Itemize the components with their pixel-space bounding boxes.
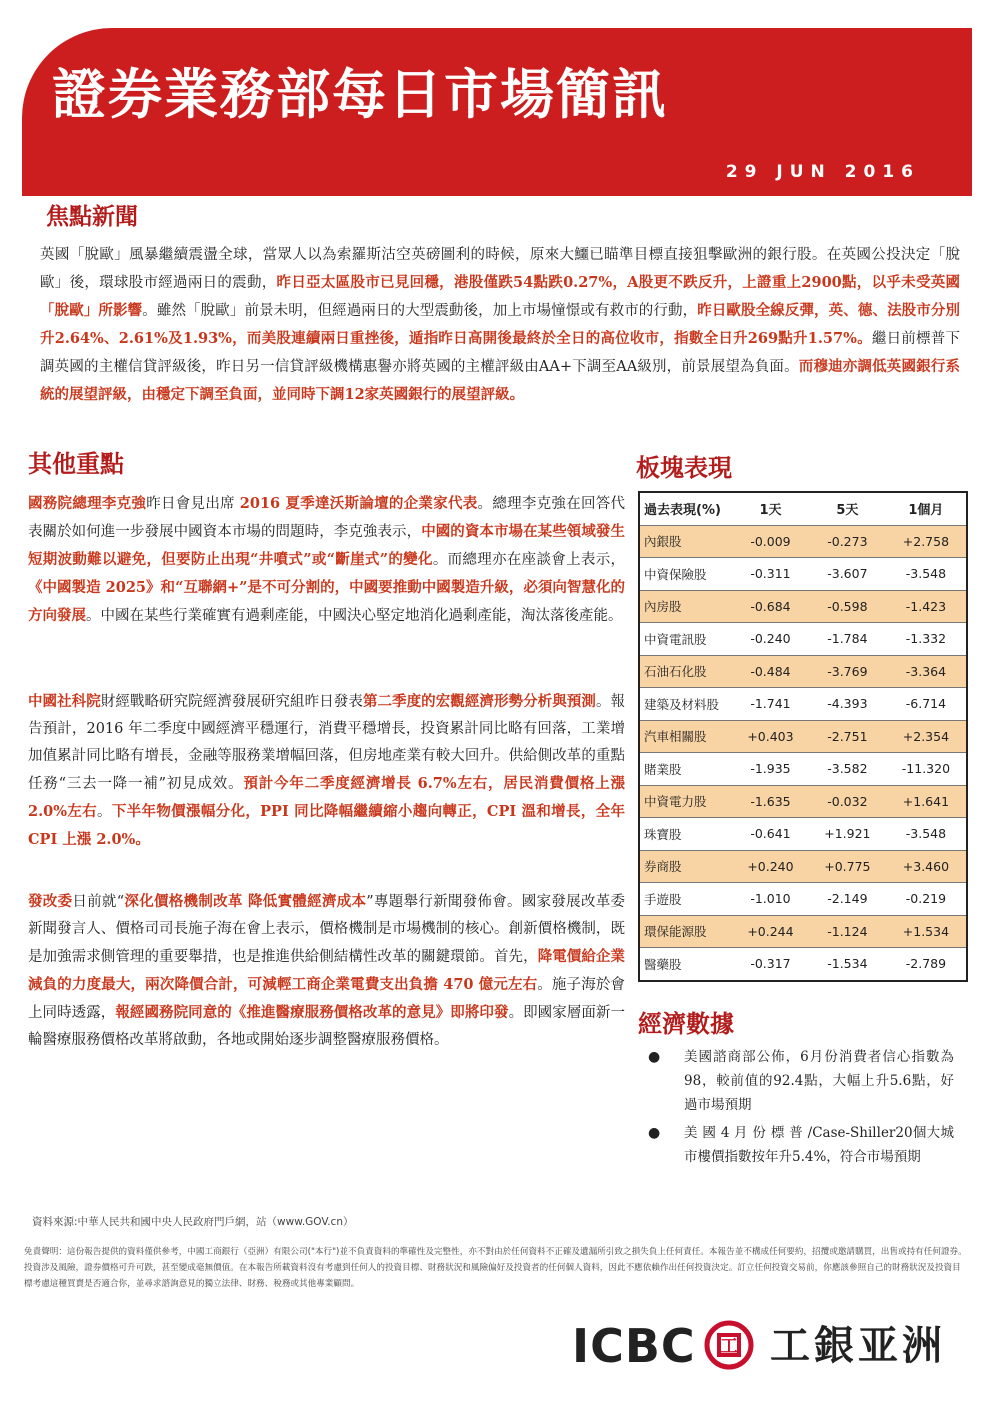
table-header-row (639, 492, 967, 525)
one-day-cell: -0.641 (732, 818, 809, 851)
one-day-cell: +0.244 (732, 915, 809, 948)
sector-name-cell: 汽車相關股 (639, 720, 732, 753)
one-day-cell: -1.010 (732, 883, 809, 916)
logo-chinese-text: 工銀亚洲 (770, 1323, 946, 1369)
text-segment: 。中國在某些行業確實有過剩產能，中國決心堅定地消化過剩產能，淘汰落後產能。 (86, 608, 623, 624)
one-month-cell: +1.641 (886, 785, 967, 818)
text-segment: 昨日會見出席 (146, 496, 240, 512)
table-row (639, 753, 967, 786)
highlighted-text: 2016 夏季達沃斯論壇的企業家代表 (239, 495, 478, 512)
one-month-cell: +3.460 (886, 850, 967, 883)
table-row (639, 785, 967, 818)
seal-glyph: 工 (720, 1336, 738, 1357)
highlight-paragraph-ndrc (28, 888, 625, 1054)
five-day-cell: +1.921 (809, 818, 886, 851)
five-day-cell: -4.393 (809, 688, 886, 721)
column-header: 1天 (732, 492, 809, 525)
bullet-icon: ● (648, 1125, 661, 1141)
table-row (639, 818, 967, 851)
one-day-cell: -0.317 (732, 948, 809, 981)
sector-name-cell: 中資電訊股 (639, 623, 732, 656)
highlighted-text: 預計今年二季度經濟增長 6.7%左右，居民消費價格上漲 2.0%左右 (28, 775, 625, 820)
sector-name-cell: 手遊股 (639, 883, 732, 916)
five-day-cell: -2.751 (809, 720, 886, 753)
one-day-cell: -1.741 (732, 688, 809, 721)
sector-performance-heading: 板塊表現 (636, 454, 732, 482)
sector-name-cell: 珠寶股 (639, 818, 732, 851)
five-day-cell: -3.769 (809, 655, 886, 688)
table-row (639, 590, 967, 623)
sector-name-cell: 內房股 (639, 590, 732, 623)
five-day-cell: -3.582 (809, 753, 886, 786)
icbc-seal-icon (704, 1320, 754, 1370)
sector-name-cell: 石油石化股 (639, 655, 732, 688)
economic-data-heading: 經濟數據 (638, 1010, 734, 1038)
five-day-cell: -1.124 (809, 915, 886, 948)
one-day-cell: -1.935 (732, 753, 809, 786)
one-month-cell: -11.320 (886, 753, 967, 786)
text-segment: 。而總理亦在座談會上表示， (432, 552, 626, 568)
table-row (639, 623, 967, 656)
highlighted-text: 發改委 (28, 893, 73, 910)
highlighted-text: 中國社科院 (28, 693, 101, 710)
five-day-cell: -1.534 (809, 948, 886, 981)
sector-name-cell: 建築及材料股 (639, 688, 732, 721)
highlighted-text: 深化價格機制改革 降低實體經濟成本 (124, 893, 367, 910)
table-row (639, 720, 967, 753)
highlighted-text: 而穆迪亦調低英國銀行系統的展望評級，由穩定下調至負面，並同時下調12家英國銀行的展望評級。 (40, 358, 961, 403)
table-row (639, 915, 967, 948)
five-day-cell: -0.598 (809, 590, 886, 623)
other-highlights-heading: 其他重點 (28, 450, 124, 478)
text-segment: ”專題舉行新聞發佈會。國家發展改革委新聞發言人、價格司司長施子海在會上表示，價格機制是市場機制的核心。創新價格機制，既是加強需求側管理的重要舉措，也是推進供給側結構性改革的關鍵環節。首先， (28, 894, 626, 965)
text-segment: 。報告預計，2016 年二季度中國經濟平穩運行，消費平穩增長，投資累計同比略有回落，工業增加值累計同比略有增長，金融等服務業增幅回落，但房地產業有較大回升。供給側改革的重點任務“三去一降一補”初見成效。 (28, 694, 625, 792)
table-row (639, 688, 967, 721)
disclaimer-text: 免責聲明：這份報告提供的資料僅供參考，中國工商銀行（亞洲）有限公司("本行")並不負責資料的準確性及完整性，亦不對由於任何資料不正確及遺漏所引致之損失負上任何責任。本報告並不構成任何要約，招攬或邀請購買，出售或持有任何證券。投資涉及風險，證券價格可升可跌，甚至變成毫無價值。在本報告所載資料沒有考慮到任何人的投資目標、財務狀況和風險偏好及投資者的任何個人資料，因此不應依賴作出任何投資決定。訂立任何投資交易前，你應該參照自己的財務狀況及投資目標考慮這種買賣是否適合你，並尋求諮詢意見的獨立法律、財務、稅務或其他專業顧問。 (24, 1247, 967, 1289)
one-day-cell: -0.240 (732, 623, 809, 656)
one-month-cell: +2.354 (886, 720, 967, 753)
highlighted-text: 昨日亞太區股市已見回穩，港股僅跌54點跌0.27%，A股更不跌反升，上證重上2900點，以乎未受英國「脫歐」所影響 (40, 274, 961, 319)
sector-name-cell: 醫藥股 (639, 948, 732, 981)
text-segment: 英國「脫歐」風暴繼續震盪全球，當眾人以為索羅斯沽空英磅圖利的時候，原來大鱷已瞄準目標直接狙擊歐洲的銀行股。在英國公投決定「脫歐」後，環球股市經過兩日的震動， (40, 247, 960, 291)
logo-latin-text: ICBC (572, 1319, 696, 1373)
one-month-cell: -0.219 (886, 883, 967, 916)
column-header: 5天 (809, 492, 886, 525)
one-day-cell: +0.403 (732, 720, 809, 753)
text-segment: 。雖然「脫歐」前景未明，但經過兩日的大型震動後，加上市場憧憬或有救市的行動， (142, 303, 698, 319)
text-segment: 財經戰略研究院經濟發展研究組昨日發表 (100, 694, 363, 710)
one-month-cell: -2.789 (886, 948, 967, 981)
highlighted-text: 降電價給企業減負的力度最大，兩次降價合計，可減輕工商企業電費支出負擔 470 億元左右 (28, 948, 625, 993)
text-segment: 。即國家層面新一輪醫療服務價格改革將啟動，各地或開始逐步調整醫療服務價格。 (28, 1005, 625, 1048)
five-day-cell: +0.775 (809, 850, 886, 883)
highlighted-text: 下半年物價漲幅分化，PPI 同比降幅繼續縮小趨向轉正，CPI 溫和增長，全年 CPI 上漲 2.0%。 (28, 803, 625, 848)
one-month-cell: +2.758 (886, 525, 967, 558)
table-row (639, 525, 967, 558)
table-row (639, 883, 967, 916)
sector-name-cell: 賭業股 (639, 753, 732, 786)
sector-name-cell: 券商股 (639, 850, 732, 883)
economic-data-list (648, 1045, 954, 1173)
sector-name-cell: 內銀股 (639, 525, 732, 558)
five-day-cell: -0.032 (809, 785, 886, 818)
five-day-cell: -1.784 (809, 623, 886, 656)
list-item-text: 美國諮商部公佈，6月份消費者信心指數為98，較前值的92.4點，大幅上升5.6點，好過市場預期 (684, 1049, 954, 1113)
table-row (639, 655, 967, 688)
sector-name-cell: 環保能源股 (639, 915, 732, 948)
text-segment: 。總理李克強在回答代表關於如何進一步發展中國資本市場的問題時，李克強表示， (28, 496, 626, 540)
highlight-paragraph-premier (28, 490, 625, 630)
five-day-cell: -2.149 (809, 883, 886, 916)
one-month-cell: -1.423 (886, 590, 967, 623)
one-month-cell: -6.714 (886, 688, 967, 721)
list-item-text: 美 國 4 月 份 標 普 /Case-Shiller20個大城市樓價指數按年升5.4%，符合市場預期 (684, 1125, 954, 1165)
one-day-cell: -0.684 (732, 590, 809, 623)
one-month-cell: -1.332 (886, 623, 967, 656)
one-day-cell: -0.484 (732, 655, 809, 688)
five-day-cell: -3.607 (809, 558, 886, 591)
text-segment: 。 (97, 804, 112, 820)
highlighted-text: 《中國製造 2025》和“互聯網+”是不可分割的，中國要推動中國製造升級，必須向智慧化的方向發展 (28, 579, 625, 624)
text-segment: 繼日前標普下調英國的主權信貸評級後，昨日另一信貸評級機構惠譽亦將英國的主權評級由AA+下調至AA級別，前景展望為負面。 (40, 331, 961, 375)
report-date: 29 JUN 2016 (725, 162, 920, 182)
one-day-cell: -0.311 (732, 558, 809, 591)
text-segment: 日前就“ (72, 894, 125, 910)
focus-news-paragraph (40, 242, 960, 409)
column-header: 過去表現(%) (639, 492, 732, 525)
data-source-note: 資料來源:中華人民共和國中央人民政府門戶網，站（www.GOV.cn） (32, 1216, 354, 1228)
text-segment: 。施子海於會上同時透露， (28, 977, 625, 1021)
page-title: 證券業務部每日市場簡訊 (52, 63, 668, 126)
one-month-cell: -3.548 (886, 558, 967, 591)
five-day-cell: -0.273 (809, 525, 886, 558)
one-month-cell: -3.548 (886, 818, 967, 851)
table-row (639, 558, 967, 591)
highlighted-text: 昨日歐股全線反彈，英、德、法股市分別升2.64%、2.61%及1.93%，而美股連續兩日重挫後，遁指昨日高開後最終於全日的高位收市，指數全日升269點升1.57%。 (40, 302, 960, 347)
one-month-cell: -3.364 (886, 655, 967, 688)
table-row (639, 948, 967, 981)
highlighted-text: 國務院總理李克強 (28, 495, 147, 512)
one-month-cell: +1.534 (886, 915, 967, 948)
sector-name-cell: 中資電力股 (639, 785, 732, 818)
focus-news-heading: 焦點新聞 (46, 204, 138, 230)
sector-name-cell: 中資保險股 (639, 558, 732, 591)
highlighted-text: 中國的資本市場在某些領域發生短期波動難以避免，但要防止出現“井噴式”或“斷崖式”的變化 (28, 523, 625, 568)
list-item (648, 1121, 954, 1169)
one-day-cell: +0.240 (732, 850, 809, 883)
table-row (639, 850, 967, 883)
list-item (648, 1045, 954, 1117)
highlighted-text: 報經國務院同意的《推進醫療服務價格改革的意見》即將印發 (115, 1004, 509, 1021)
column-header: 1個月 (886, 492, 967, 525)
highlight-paragraph-cass (28, 688, 625, 854)
icbc-asia-logo (572, 1318, 962, 1380)
highlighted-text: 第二季度的宏觀經濟形勢分析與預測 (362, 693, 596, 710)
bullet-icon: ● (648, 1049, 661, 1065)
one-day-cell: -0.009 (732, 525, 809, 558)
one-day-cell: -1.635 (732, 785, 809, 818)
sector-performance-table (638, 491, 968, 982)
